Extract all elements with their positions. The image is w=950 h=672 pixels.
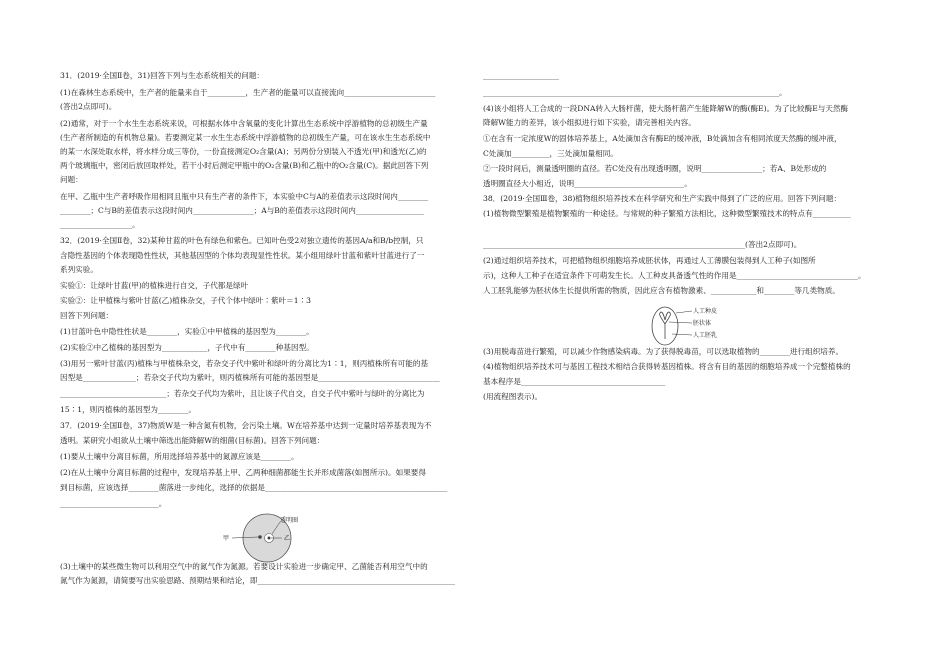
text-line: 含隐性基因的个体表现隐性性状，其他基因型的个体均表现显性性状。某小组用绿叶甘蓝和紫叶甘蓝进行了一 bbox=[60, 251, 425, 260]
colony-a bbox=[258, 535, 262, 539]
text-line: (生产者所制造的有机物总量)。若要测定某一水生生态系统中浮游植物的总初级生产量，可在该水生生态系统中 bbox=[60, 133, 431, 142]
label-jia: 甲 bbox=[223, 535, 230, 542]
text-line: 人工胚乳能够为胚状体生长提供所需的物质，因此应含有植物激素、____________和________等几类物质。 bbox=[483, 286, 840, 295]
text-line: ____________________________；若杂交子代均为紫叶，且让该子代自交，自交子代中紫叶与绿叶的分离比为 bbox=[60, 389, 425, 398]
text-line: ②一段时间后，测量透明圈的直径。若C处没有出现透明圈，说明________________；若A、B处形成的 bbox=[483, 164, 827, 173]
text-line: 在甲、乙瓶中生产者呼吸作用相同且瓶中只有生产者的条件下，本实验中C与A的差值表示这段时间内________ bbox=[60, 192, 429, 201]
text-line: 两个玻璃瓶中，密闭后放回取样处，若干小时后测定甲瓶中的O₂含量(B)和乙瓶中的O₂含量(C)。据此回答下列 bbox=[60, 161, 429, 170]
text-line: 因型是______________；若杂交子代均为紫叶，则丙植株所有可能的基因型是________________________________ bbox=[60, 373, 440, 382]
embryoid-shape bbox=[660, 312, 671, 339]
text-line: 37．(2019·全国Ⅱ卷，37)物质W是一种含氮有机物，会污染土壤。W在培养基中达到一定量时培养基表现为不 bbox=[60, 421, 432, 430]
text-line: 基本程序是______________________________________ bbox=[483, 377, 666, 386]
label-embryoid: 胚状体 bbox=[693, 320, 712, 327]
text-line: (2)实验②中乙植株的基因型为____________，子代中有________种基因型。 bbox=[60, 343, 314, 352]
text-line: (3)用另一紫叶甘蓝(丙)植株与甲植株杂交，若杂交子代中紫叶和绿叶的分离比为1∶1，则丙植株所有可能的基 bbox=[60, 359, 429, 368]
text-line: 示)，这种人工种子在适宜条件下可萌发生长。人工种皮具备透气性的作用是________________________________。 bbox=[483, 271, 866, 280]
text-line: ①在含有一定浓度W的固体培养基上，A处滴加含有酶E的缓冲液，B处滴加含有相同浓度天然酶的缓冲液， bbox=[483, 134, 842, 143]
text-line: 31．(2019·全国Ⅱ卷，31)回答下列与生态系统相关的问题： bbox=[60, 71, 265, 80]
colony-figure bbox=[220, 512, 320, 564]
text-line: ____________________ bbox=[483, 71, 559, 80]
text-line: (1)植物微型繁殖是植物繁殖的一种途径。与常规的种子繁殖方法相比，这种微型繁殖技术的特点有__________ bbox=[483, 209, 851, 218]
label-yi: 乙 bbox=[284, 535, 291, 542]
text-line: (1)在森林生态系统中，生产者的能量来自于__________，生产者的能量可以直接流向________________________ bbox=[60, 88, 436, 97]
colony-b bbox=[268, 537, 271, 540]
artificial-seed-figure bbox=[648, 304, 738, 348]
text-line: (2)通常，对于一个水生生态系统来说，可根据水体中含氧量的变化计算出生态系统中浮游植物的总初级生产量 bbox=[60, 119, 428, 128]
text-line: 透明。某研究小组欲从土壤中筛选出能降解W的细菌(目标菌)。回答下列问题： bbox=[60, 436, 325, 445]
text-line: 的某一水深处取水样，将水样分成三等份，一份直接测定O₂含量(A)；另两份分别装入不透光(甲)和透光(乙)的 bbox=[60, 147, 427, 156]
text-line: 问题： bbox=[60, 175, 83, 184]
text-line: (3)土壤中的某些微生物可以利用空气中的氮气作为氮源。若要设计实验进一步确定甲、乙菌能否利用空气中的 bbox=[60, 562, 428, 571]
text-line: __________________________。 bbox=[60, 499, 167, 508]
label-endosperm: 人工胚乳 bbox=[693, 332, 718, 339]
text-line: 氮气作为氮源，请简要写出实验思路、预期结果和结论，即____________________________________________________ bbox=[60, 576, 455, 585]
text-line: 实验①：让绿叶甘蓝(甲)的植株进行自交，子代都是绿叶 bbox=[60, 281, 249, 290]
text-line: _____________________________________________________________________(答出2点即可)。 bbox=[483, 240, 802, 249]
text-line: 降解W能力的差异，该小组拟进行如下实验，请完善相关内容。 bbox=[483, 118, 696, 127]
text-line: 系列实验。 bbox=[60, 265, 98, 274]
text-line: 38．(2019·全国Ⅲ卷，38)植物组织培养技术在科学研究和生产实践中得到了广泛的应用。回答下列问题： bbox=[483, 194, 842, 203]
text-line: 15∶1，则丙植株的基因型为________。 bbox=[60, 405, 196, 414]
text-line: C处滴加__________，三处滴加量相同。 bbox=[483, 149, 618, 158]
text-line: ___________________。 bbox=[60, 220, 140, 229]
text-line: 到目标菌，应该选择________菌落进一步纯化，选择的依据是________________________________________________ bbox=[60, 483, 448, 492]
text-line: (3)用脱毒苗进行繁殖，可以减少作物感染病毒。为了获得脱毒苗，可以选取植物的________进行组织培养。 bbox=[483, 347, 844, 356]
text-line: (用流程图表示)。 bbox=[483, 392, 543, 401]
text-line: 32．(2019·全国Ⅱ卷，32)某种甘蓝的叶色有绿色和紫色。已知叶色受2对独立遗传的基因A/a和B/b控制，只 bbox=[60, 236, 424, 245]
label-seed-coat: 人工种皮 bbox=[693, 308, 718, 315]
text-line: 透明圈直径大小相近，说明_____________________________。 bbox=[483, 179, 692, 188]
text-line: ________；C与B的差值表示这段时间内________________；A与B的差值表示这段时间内__________________ bbox=[60, 206, 425, 215]
text-line: (2)在从土壤中分离目标菌的过程中，发现培养基上甲、乙两种细菌都能生长并形成菌落(如图所示)。如果要得 bbox=[60, 468, 426, 477]
text-line: (4)植物组织培养技术可与基因工程技术相结合获得转基因植株。将含有目的基因的细胞培养成一个完整植株的 bbox=[483, 362, 851, 371]
text-line: (1)要从土壤中分离目标菌，所用选择培养基中的氮源应该是________。 bbox=[60, 452, 299, 461]
text-line: (4)该小组将人工合成的一段DNA转入大肠杆菌，使大肠杆菌产生能降解W的酶(酶E)。为了比较酶E与天然酶 bbox=[483, 104, 849, 113]
text-line: ______________________________________________________________________________。 bbox=[483, 88, 787, 97]
text-line: (2)通过组织培养技术，可把植物组织细胞培养成胚状体，再通过人工薄膜包装得到人工种子(如图所 bbox=[483, 256, 816, 265]
label-transparent-ring: 透明圈 bbox=[280, 517, 299, 524]
text-line: (1)甘蓝叶色中隐性性状是________，实验①中甲植株的基因型为________。 bbox=[60, 327, 314, 336]
text-line: (答出2点即可)。 bbox=[60, 102, 117, 111]
text-line: 回答下列问题： bbox=[60, 311, 114, 320]
text-line: 实验②：让甲植株与紫叶甘蓝(乙)植株杂交，子代个体中绿叶∶紫叶＝1∶3 bbox=[60, 296, 311, 305]
